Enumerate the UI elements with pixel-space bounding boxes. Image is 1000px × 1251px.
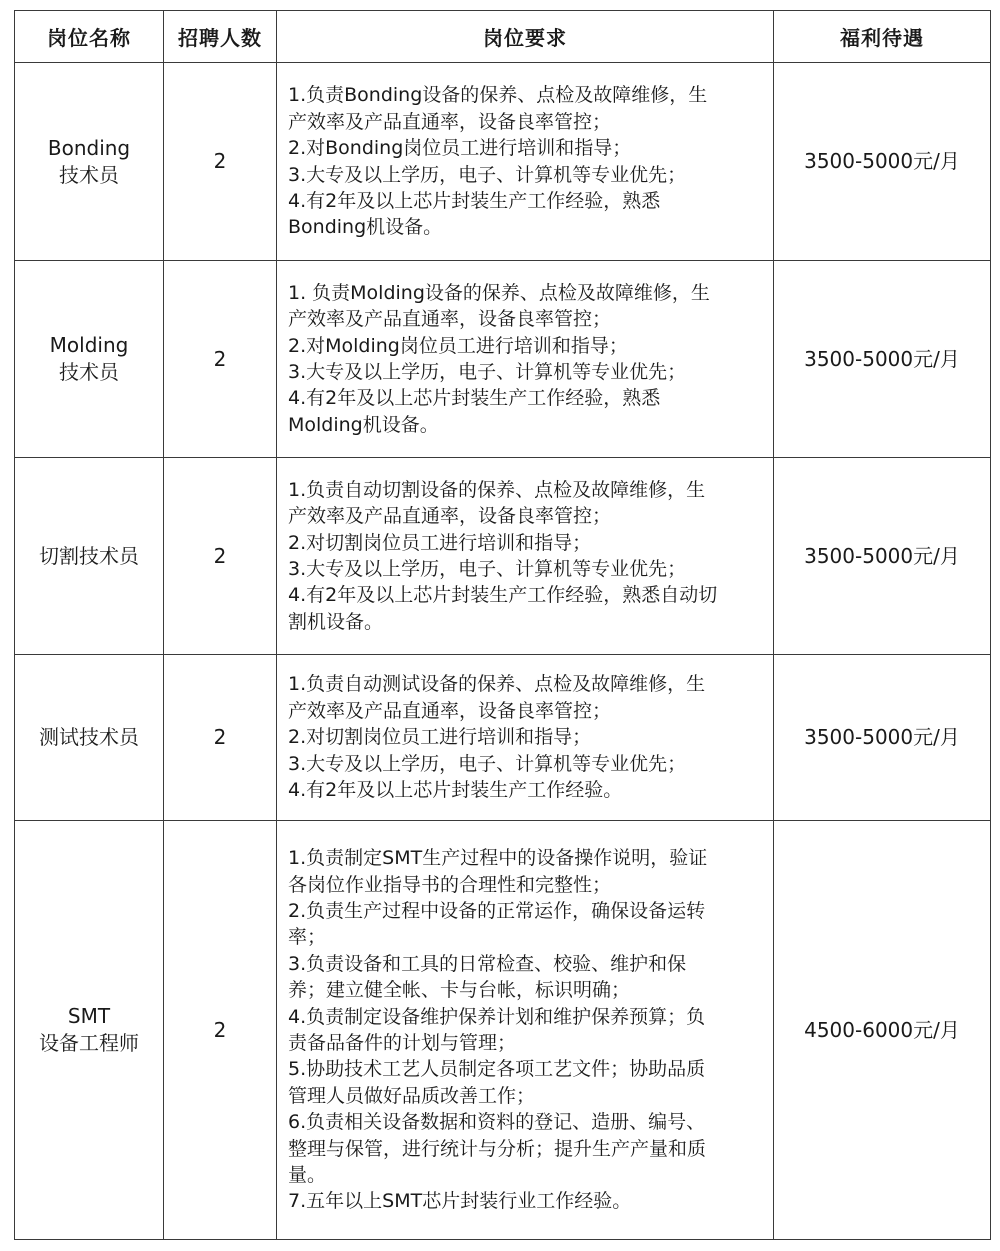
position-name: 切割技术员 xyxy=(39,543,139,568)
job-listing-table xyxy=(14,10,991,1240)
requirement-line: 1. 负责Molding设备的保养、点检及故障维修，生 xyxy=(288,281,710,304)
requirement-line: 割机设备。 xyxy=(288,610,384,633)
requirement-line: 4.有2年及以上芯片封装生产工作经验，熟悉 xyxy=(288,387,661,410)
requirement-line: 产效率及产品直通率，设备良率管控； xyxy=(288,308,612,331)
position-name: 技术员 xyxy=(59,162,119,187)
requirement-line: 管理人员做好品质改善工作； xyxy=(288,1084,536,1107)
requirement-line: Bonding机设备。 xyxy=(288,216,443,239)
position-name-cell xyxy=(15,821,164,1240)
requirements-cell xyxy=(277,63,774,261)
position-name: 设备工程师 xyxy=(39,1031,139,1055)
table-row xyxy=(15,261,991,458)
requirement-line: 1.负责制定SMT生产过程中的设备操作说明，验证 xyxy=(288,847,708,870)
position-name: Molding xyxy=(49,333,129,357)
position-name: 测试技术员 xyxy=(39,725,139,749)
requirement-line: 2.对Bonding岗位员工进行培训和指导； xyxy=(288,137,632,160)
requirement-line: 各岗位作业指导书的合理性和完整性； xyxy=(288,873,612,896)
table-row xyxy=(15,655,991,821)
requirement-line: Molding机设备。 xyxy=(288,413,439,436)
position-name-cell xyxy=(15,458,164,655)
requirement-line: 整理与保管，进行统计与分析；提升生产产量和质 xyxy=(288,1137,707,1160)
requirement-line: 1.负责Bonding设备的保养、点检及故障维修，生 xyxy=(288,84,708,107)
requirement-line: 3.大专及以上学历，电子、计算机等专业优先； xyxy=(288,361,687,383)
salary-cell: 3500-5000元/月 xyxy=(774,458,991,655)
requirement-line: 责备品备件的计划与管理； xyxy=(288,1032,517,1054)
headcount-cell: 2 xyxy=(164,655,277,821)
requirement-line: 产效率及产品直通率，设备良率管控； xyxy=(288,505,612,528)
table-row xyxy=(15,458,991,655)
requirement-line: 2.负责生产过程中设备的正常运作，确保设备运转 xyxy=(288,899,706,922)
requirement-line: 产效率及产品直通率，设备良率管控； xyxy=(288,699,612,722)
position-name: 技术员 xyxy=(59,360,119,384)
salary-cell: 3500-5000元/月 xyxy=(774,63,991,261)
requirement-line: 2.对Molding岗位员工进行培训和指导； xyxy=(288,334,628,357)
requirement-line: 3.大专及以上学历，电子、计算机等专业优先； xyxy=(288,163,687,186)
requirements-cell xyxy=(277,655,774,821)
requirement-line: 4.有2年及以上芯片封装生产工作经验，熟悉 xyxy=(288,189,661,212)
requirement-line: 量。 xyxy=(288,1164,327,1187)
position-name-cell xyxy=(15,655,164,821)
requirement-line: 6.负责相关设备数据和资料的登记、造册、编号、 xyxy=(288,1111,706,1134)
salary-cell: 4500-6000元/月 xyxy=(774,821,991,1240)
header-salary: 福利待遇 xyxy=(774,11,991,63)
position-name-cell xyxy=(15,63,164,261)
requirement-line: 率； xyxy=(288,926,327,949)
position-name: Bonding xyxy=(47,135,131,160)
position-name-cell xyxy=(15,261,164,458)
requirement-line: 4.有2年及以上芯片封装生产工作经验，熟悉自动切 xyxy=(288,584,718,607)
salary-cell: 3500-5000元/月 xyxy=(774,655,991,821)
requirement-line: 2.对切割岗位员工进行培训和指导； xyxy=(288,531,592,554)
table-row xyxy=(15,63,991,261)
requirements-cell xyxy=(277,261,774,458)
requirement-line: 3.负责设备和工具的日常检查、校验、维护和保 xyxy=(288,952,687,975)
headcount-cell: 2 xyxy=(164,458,277,655)
requirement-line: 4.负责制定设备维护保养计划和维护保养预算；负 xyxy=(288,1005,706,1028)
requirement-line: 3.大专及以上学历，电子、计算机等专业优先； xyxy=(288,752,687,775)
table-row xyxy=(15,821,991,1240)
requirement-line: 7.五年以上SMT芯片封装行业工作经验。 xyxy=(288,1190,632,1213)
headcount-cell: 2 xyxy=(164,63,277,261)
requirement-line: 养；建立健全帐、卡与台帐，标识明确； xyxy=(288,979,631,1002)
position-name: SMT xyxy=(67,1004,111,1028)
header-position-name: 岗位名称 xyxy=(15,11,164,63)
requirements-cell xyxy=(277,458,774,655)
requirement-line: 3.大专及以上学历，电子、计算机等专业优先； xyxy=(288,558,687,580)
header-headcount: 招聘人数 xyxy=(164,11,277,63)
requirement-line: 产效率及产品直通率，设备良率管控； xyxy=(288,110,612,133)
requirement-line: 5.协助技术工艺人员制定各项工艺文件；协助品质 xyxy=(288,1058,706,1081)
requirements-cell xyxy=(277,821,774,1240)
table-header-row xyxy=(15,11,991,63)
requirement-line: 2.对切割岗位员工进行培训和指导； xyxy=(288,726,592,749)
headcount-cell: 2 xyxy=(164,261,277,458)
headcount-cell: 2 xyxy=(164,821,277,1240)
requirement-line: 4.有2年及以上芯片封装生产工作经验。 xyxy=(288,779,623,802)
salary-cell: 3500-5000元/月 xyxy=(774,261,991,458)
requirement-line: 1.负责自动切割设备的保养、点检及故障维修，生 xyxy=(288,478,706,501)
header-requirements: 岗位要求 xyxy=(277,11,774,63)
requirement-line: 1.负责自动测试设备的保养、点检及故障维修，生 xyxy=(288,673,706,696)
